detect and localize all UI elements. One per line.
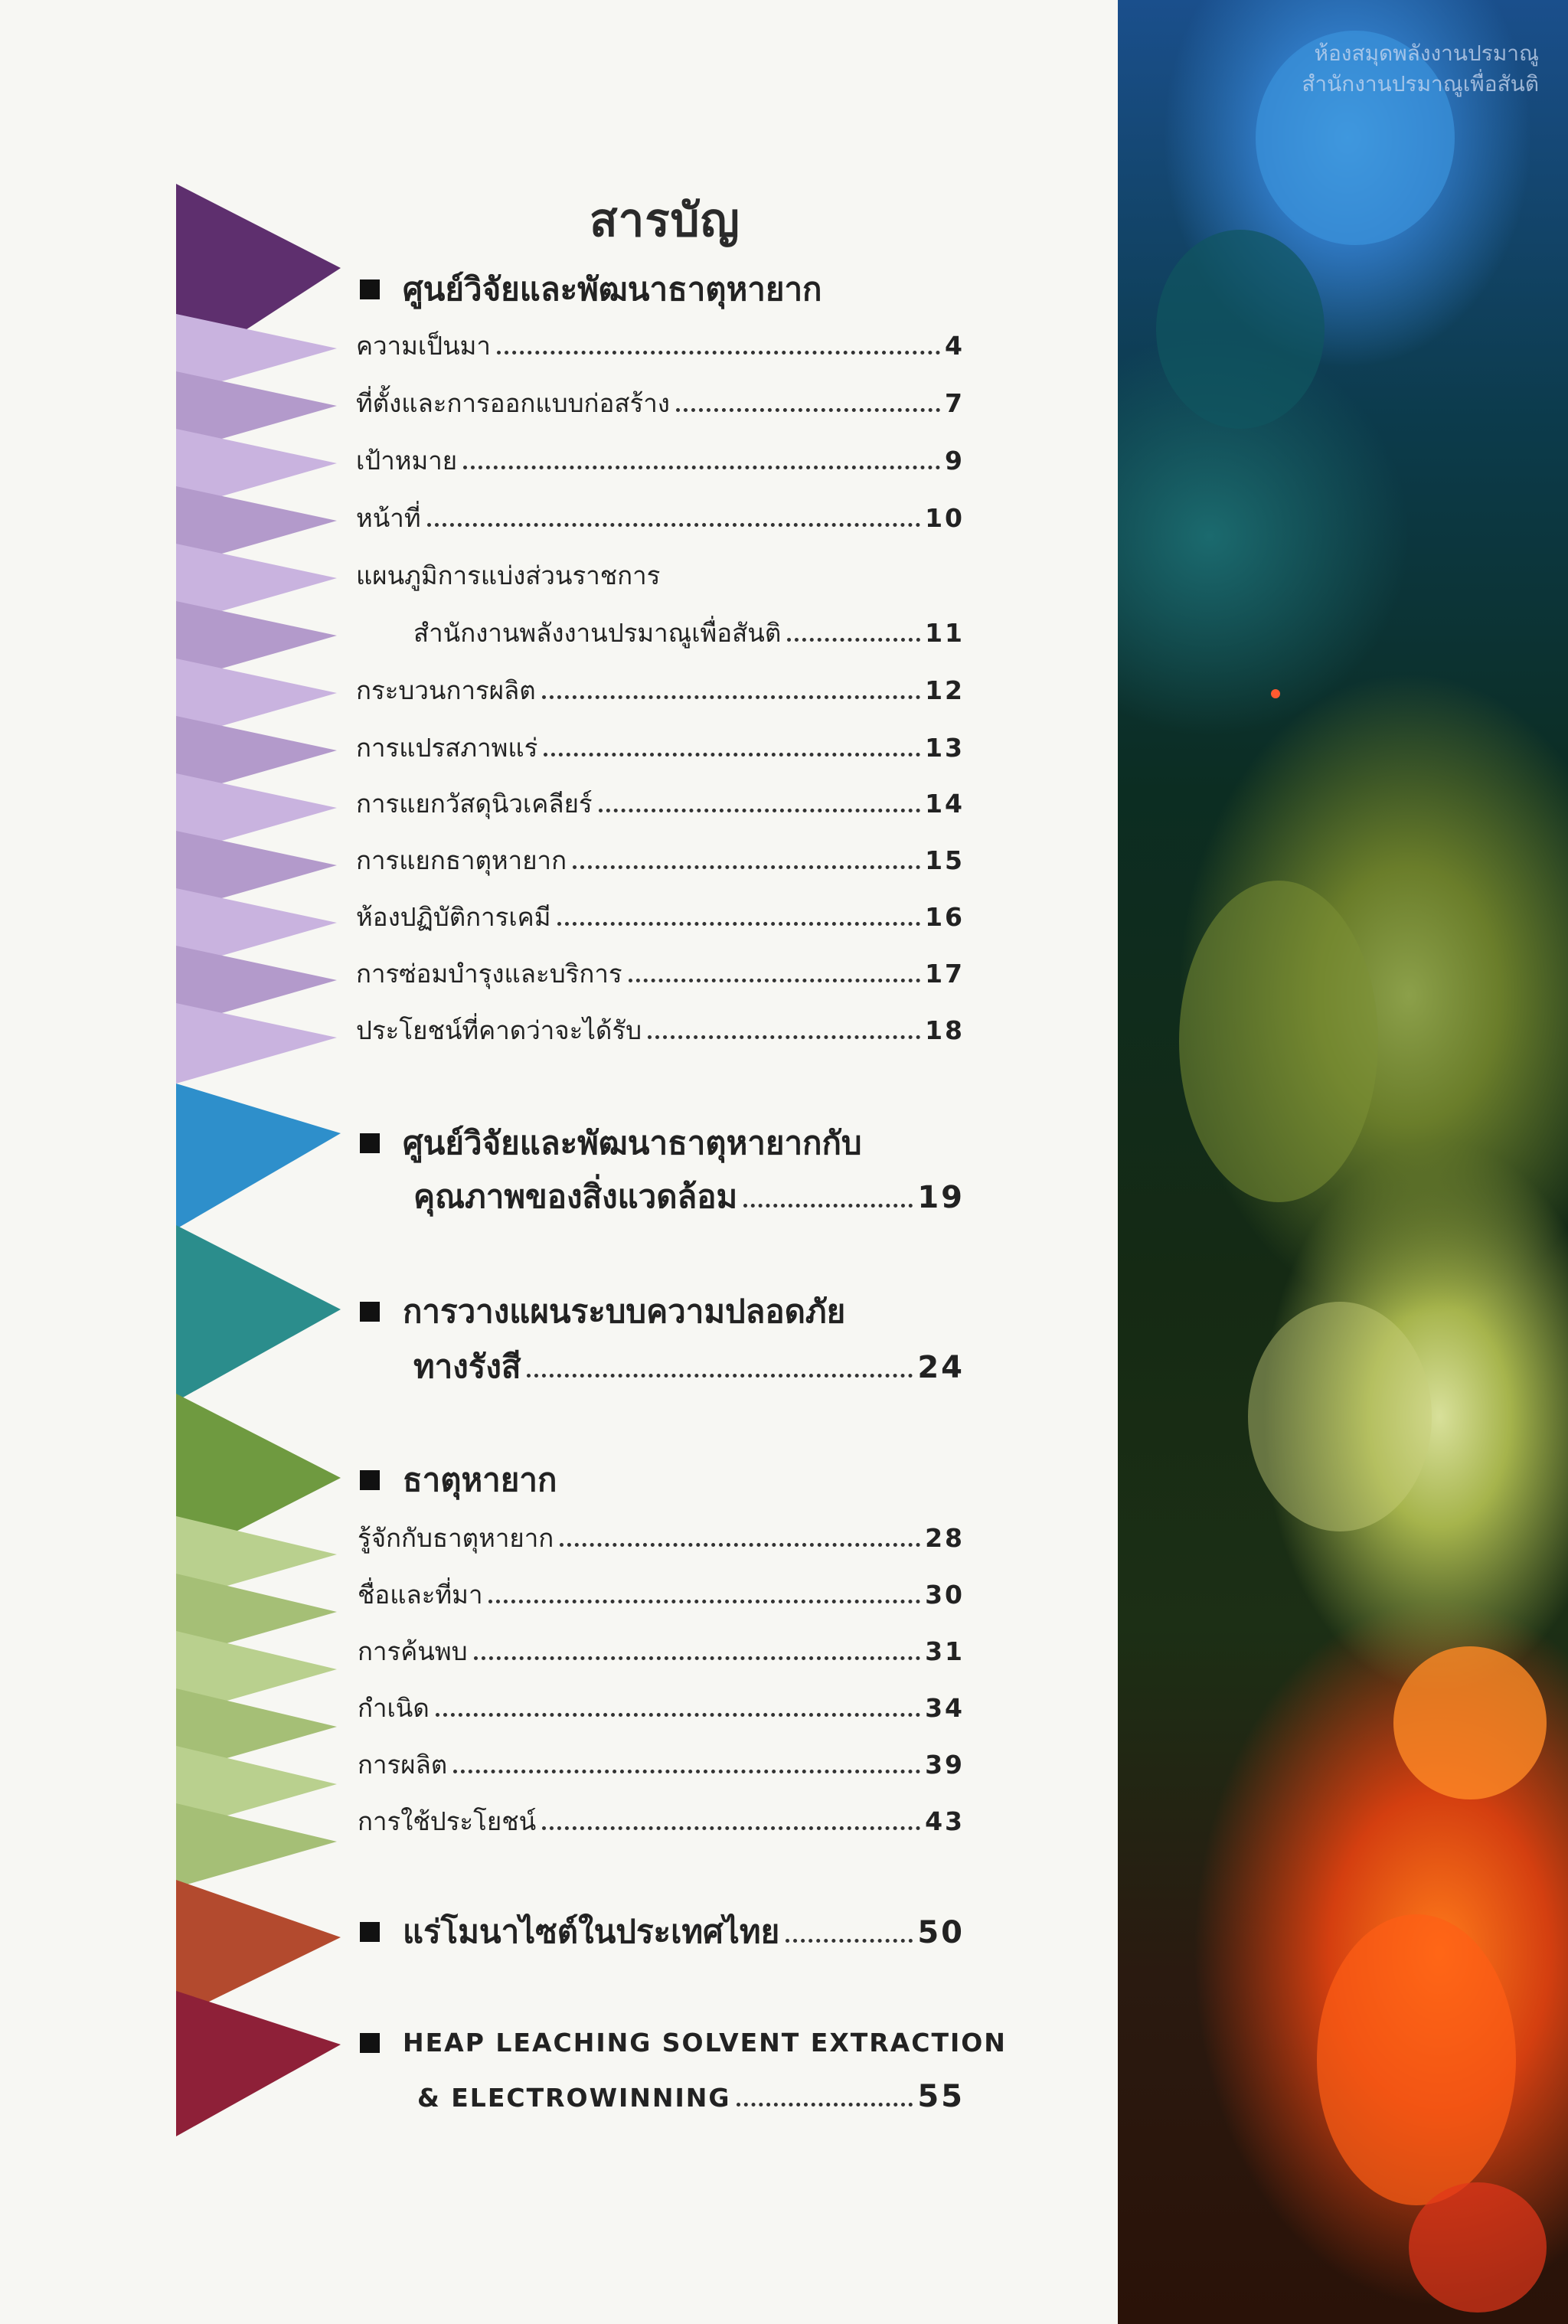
toc-entry-label: การแยกวัสดุนิวเคลียร์ [356, 789, 593, 819]
toc-entry-label: การแปรสภาพแร่ [356, 733, 538, 763]
toc-entry-label: ที่ตั้งและการออกแบบก่อสร้าง [356, 388, 670, 418]
dot-leader [527, 1374, 913, 1378]
bullet-square-icon [360, 279, 380, 299]
light-green-chevrons [176, 1516, 337, 1888]
toc-entry[interactable] [358, 1631, 965, 1672]
dot-leader [787, 638, 920, 642]
toc-entry[interactable] [356, 1010, 965, 1051]
toc-entry-page: 14 [925, 789, 965, 819]
toc-entry-page: 11 [925, 618, 965, 648]
dot-leader [599, 809, 920, 812]
toc-entry-label: การใช้ประโยชน์ [358, 1806, 537, 1836]
dot-leader [557, 922, 921, 926]
dot-leader [474, 1656, 920, 1660]
bullet-square-icon [360, 1470, 380, 1490]
toc-entry-page: 15 [925, 845, 965, 875]
toc-entry[interactable] [417, 2079, 965, 2114]
toc-entry-page: 10 [925, 503, 965, 533]
dot-leader [427, 523, 920, 527]
toc-entry[interactable] [358, 1688, 965, 1728]
toc-entry[interactable] [358, 1801, 965, 1842]
toc-entry-page: 24 [917, 1350, 965, 1385]
bullet-square-icon [360, 1302, 380, 1322]
dot-leader [544, 753, 920, 757]
section-heading-label: แร่โมนาไซต์ในประเทศไทย [403, 1913, 780, 1950]
bullet-square-icon [360, 1133, 380, 1153]
bullet-square-icon [360, 1922, 380, 1942]
section-heading-environment[interactable] [360, 1118, 862, 1169]
dot-leader [573, 865, 920, 869]
toc-entry-page: 7 [945, 388, 965, 418]
toc-entry-page: 34 [925, 1693, 965, 1723]
toc-entry-label: ประโยชน์ที่คาดว่าจะได้รับ [356, 1015, 642, 1045]
toc-entry-label: การค้นพบ [358, 1636, 468, 1666]
section-heading-label: การวางแผนระบบความปลอดภัย [403, 1293, 846, 1330]
dot-leader [542, 1826, 920, 1830]
toc-entry-page: 17 [925, 959, 965, 989]
toc-entry-page: 13 [925, 733, 965, 763]
chevron-strip-graphic [176, 184, 352, 2144]
dot-leader [436, 1713, 920, 1717]
toc-entry-page: 55 [917, 2079, 965, 2114]
toc-entry[interactable] [358, 1574, 965, 1615]
toc-title: สารบัญ [590, 194, 740, 247]
toc-entry-label: การผลิต [358, 1750, 448, 1780]
toc-entry[interactable] [413, 1342, 965, 1392]
toc-entry-page: 16 [925, 902, 965, 932]
section-heading-heap-leaching[interactable] [360, 2028, 1007, 2058]
toc-entry-page: 50 [917, 1915, 965, 1950]
bullet-square-icon [360, 2033, 380, 2053]
toc-entry-label: ชื่อและที่มา [358, 1580, 483, 1610]
toc-entry-label: กระบวนการผลิต [356, 675, 536, 705]
toc-entry-label: การซ่อมบำรุงและบริการ [356, 959, 622, 989]
toc-entry[interactable] [356, 670, 965, 711]
toc-entry[interactable] [356, 440, 965, 481]
toc-entry-page: 18 [925, 1015, 965, 1045]
section-heading-label-line2: & ELECTROWINNING [417, 2083, 731, 2113]
dot-leader [786, 1939, 913, 1943]
toc-entry-page: 30 [925, 1580, 965, 1610]
toc-entry-label: การแยกธาตุหายาก [356, 845, 567, 875]
library-stamp-line2: สำนักงานปรมาณูเพื่อสันติ [1302, 71, 1539, 96]
toc-entry-heading[interactable] [356, 555, 965, 596]
dot-leader [676, 408, 940, 412]
toc-entry[interactable] [356, 727, 965, 768]
toc-entry-label: รู้จักกับธาตุหายาก [358, 1523, 554, 1553]
toc-entry-page: 4 [945, 331, 965, 361]
toc-entry[interactable] [356, 953, 965, 994]
toc-entry-label: สำนักงานพลังงานปรมาณูเพื่อสันติ [413, 618, 782, 648]
dot-leader [463, 466, 940, 469]
section-heading-label: ธาตุหายาก [403, 1461, 557, 1499]
toc-entry[interactable] [356, 783, 965, 824]
section-heading-rare-earth[interactable] [360, 1455, 557, 1505]
section-heading-label-line2: ทางรังสี [413, 1348, 521, 1385]
toc-entry-page: 12 [925, 675, 965, 705]
toc-entry-label: กำเนิด [358, 1693, 430, 1723]
toc-entry-label: ความเป็นมา [356, 331, 491, 361]
toc-entry-page: 31 [925, 1636, 965, 1666]
library-stamp-line1: ห้องสมุดพลังงานปรมาณู [1314, 41, 1539, 66]
section-heading-label: HEAP LEACHING SOLVENT EXTRACTION [403, 2028, 1007, 2058]
toc-entry-page: 43 [925, 1806, 965, 1836]
toc-entry[interactable] [356, 498, 965, 538]
section-heading-label: ศูนย์วิจัยและพัฒนาธาตุหายาก [403, 270, 822, 308]
section-heading-radiation-safety[interactable] [360, 1286, 845, 1337]
dot-leader [737, 2103, 913, 2107]
toc-entry-page: 19 [917, 1180, 965, 1215]
dot-leader [453, 1770, 920, 1773]
dot-leader [648, 1035, 920, 1039]
cover-photo [1118, 0, 1568, 2324]
dot-leader [629, 979, 920, 982]
toc-entry[interactable] [356, 325, 965, 366]
toc-entry[interactable] [413, 613, 965, 653]
toc-entry-label: แผนภูมิการแบ่งส่วนราชการ [356, 561, 661, 590]
toc-entry[interactable] [413, 1172, 965, 1222]
dot-leader [542, 695, 920, 699]
library-stamp [1302, 38, 1539, 100]
toc-entry-page: 9 [945, 446, 965, 476]
toc-entry[interactable] [356, 840, 965, 881]
dot-leader [497, 351, 940, 355]
section-heading-label: ศูนย์วิจัยและพัฒนาธาตุหายากกับ [403, 1124, 862, 1162]
toc-entry-label: เป้าหมาย [356, 446, 458, 476]
toc-entry[interactable] [356, 383, 965, 423]
chevron-strip [176, 184, 352, 2144]
dot-leader [743, 1204, 913, 1208]
toc-entry-page: 39 [925, 1750, 965, 1780]
toc-entry[interactable] [358, 1518, 965, 1558]
toc-entry-label: หน้าที่ [356, 503, 421, 533]
light-purple-chevrons [176, 314, 337, 1084]
section-heading-research-center[interactable] [360, 264, 822, 315]
toc-entry[interactable] [358, 1744, 965, 1785]
dot-leader [560, 1543, 920, 1547]
section-heading-label-line2: คุณภาพของสิ่งแวดล้อม [413, 1178, 738, 1215]
dot-leader [488, 1600, 920, 1603]
toc-entry-monazite[interactable] [360, 1907, 965, 1957]
toc-entry[interactable] [356, 897, 965, 937]
toc-entry-label: ห้องปฏิบัติการเคมี [356, 902, 551, 932]
toc-entry-page: 28 [925, 1523, 965, 1553]
